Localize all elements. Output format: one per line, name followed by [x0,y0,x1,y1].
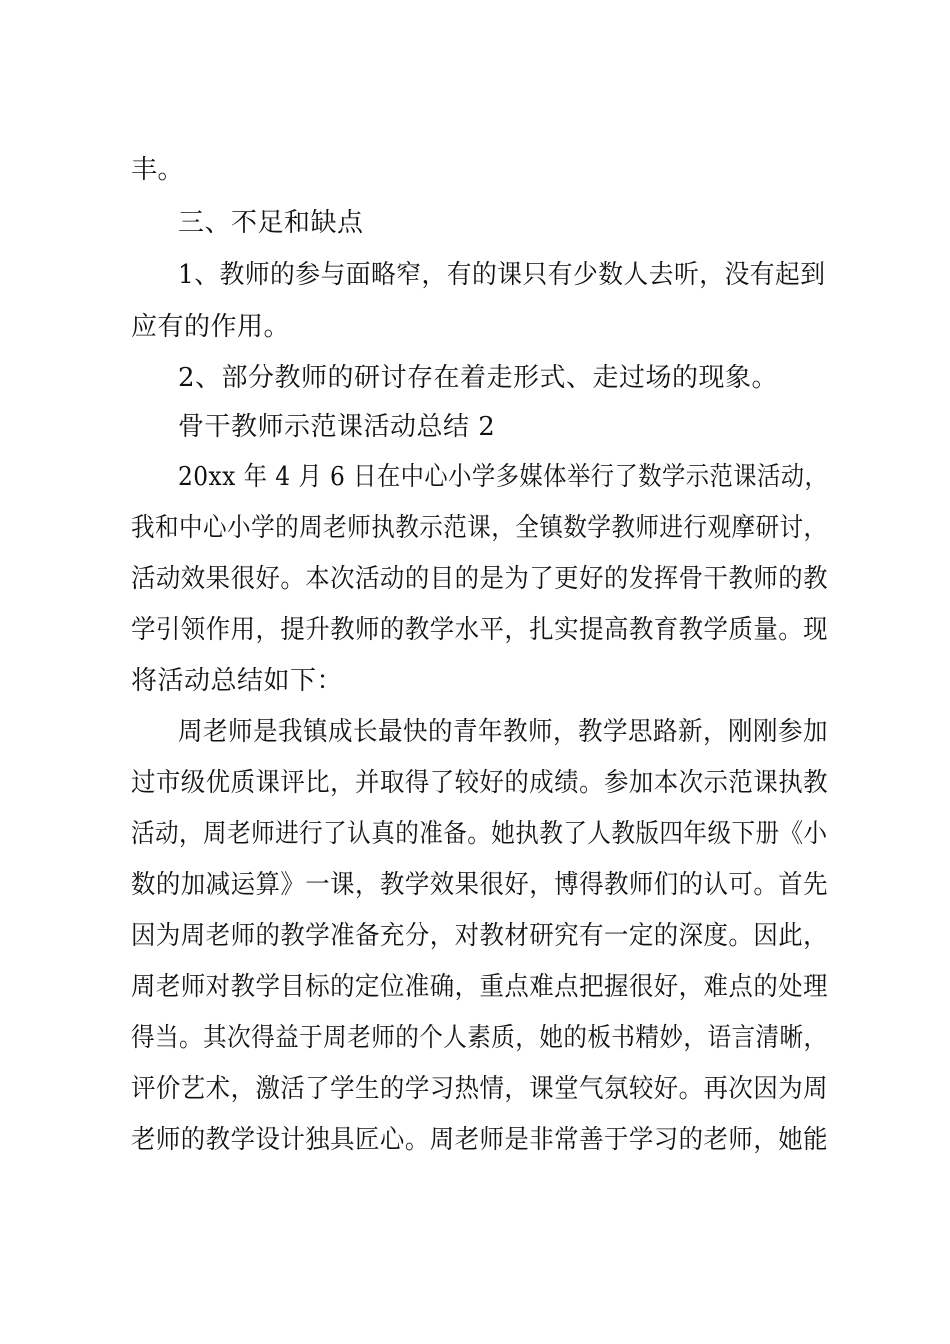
paragraph-line: 活动，周老师进行了认真的准备。她执教了人教版四年级下册《小 [131,819,828,849]
paragraph-line: 评价艺术，激活了学生的学习热情，课堂气氛较好。再次因为周 [131,1074,829,1104]
paragraph-line: 活动效果很好。本次活动的目的是为了更好的发挥骨干教师的教 [131,564,829,594]
paragraph-line: 丰。 [131,155,185,185]
paragraph-line: 将活动总结如下： [131,666,344,696]
section-heading: 三、不足和缺点 [178,208,364,238]
paragraph-line: 1、教师的参与面略窄，有的课只有少数人去听，没有起到 [178,260,826,290]
paragraph-line: 周老师是我镇成长最快的青年教师，教学思路新，刚刚参加 [178,717,829,747]
paragraph-line: 应有的作用。 [131,312,291,342]
paragraph-line: 2、部分教师的研讨存在着走形式、走过场的现象。 [178,363,779,393]
paragraph-line: 我和中心小学的周老师执教示范课，全镇数学教师进行观摩研讨， [131,513,828,543]
paragraph-line: 20xx 年 4 月 6 日在中心小学多媒体举行了数学示范课活动， [178,462,829,492]
paragraph-line: 过市级优质课评比，并取得了较好的成绩。参加本次示范课执教 [131,768,829,798]
paragraph-line: 周老师对教学目标的定位准确，重点难点把握很好，难点的处理 [131,972,829,1002]
paragraph-line: 因为周老师的教学准备充分，对教材研究有一定的深度。因此， [131,921,829,951]
paragraph-line: 得当。其次得益于周老师的个人素质，她的板书精妙，语言清晰， [131,1023,828,1053]
article-title: 骨干教师示范课活动总结 2 [178,412,496,442]
paragraph-line: 老师的教学设计独具匠心。周老师是非常善于学习的老师，她能 [131,1125,829,1155]
paragraph-line: 学引领作用，提升教师的教学水平，扎实提高教育教学质量。现 [131,615,829,645]
paragraph-line: 数的加减运算》一课，教学效果很好，博得教师们的认可。首先 [131,870,829,900]
